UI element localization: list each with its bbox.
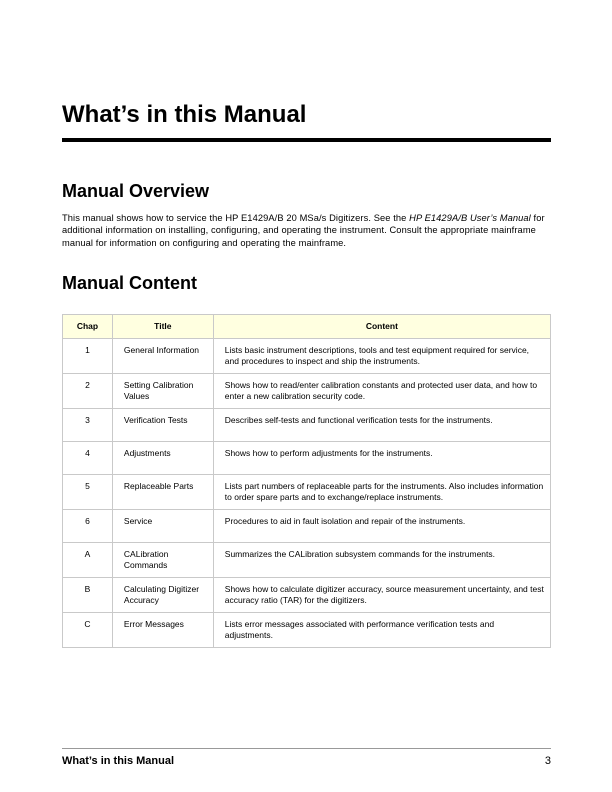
table-row <box>63 543 551 578</box>
overview-heading: Manual Overview <box>62 181 210 201</box>
title-rule <box>62 138 551 142</box>
chap-cell: C <box>63 613 113 648</box>
content-cell: Procedures to aid in fault isolation and repair of the instruments. <box>213 510 550 543</box>
footer-title: What’s in this Manual <box>62 755 175 767</box>
table-row <box>63 409 551 442</box>
title-cell: Adjustments <box>112 442 213 475</box>
table-row <box>63 442 551 475</box>
content-cell: Shows how to perform adjustments for the instruments. <box>213 442 550 475</box>
title-cell: CALibration Commands <box>112 543 213 578</box>
content-heading: Manual Content <box>62 273 197 293</box>
title-cell: Error Messages <box>112 613 213 648</box>
chap-cell: 4 <box>63 442 113 475</box>
chap-cell: 5 <box>63 475 113 510</box>
user-manual-reference: HP E1429A/B User’s Manual <box>409 213 531 223</box>
title-cell: Setting Calibration Values <box>112 374 213 409</box>
chap-cell: 1 <box>63 339 113 374</box>
table-row <box>63 613 551 648</box>
title-cell: Verification Tests <box>112 409 213 442</box>
page-title: What’s in this Manual <box>62 101 307 128</box>
content-cell: Summarizes the CALibration subsystem commands for the instruments. <box>213 543 550 578</box>
title-cell: Calculating Digitizer Accuracy <box>112 578 213 613</box>
overview-paragraph <box>62 212 550 249</box>
chap-cell: 2 <box>63 374 113 409</box>
table-row <box>63 339 551 374</box>
table-row <box>63 475 551 510</box>
column-header-chap: Chap <box>63 315 113 339</box>
chap-cell: 3 <box>63 409 113 442</box>
page-number: 3 <box>544 755 551 767</box>
footer-rule <box>62 748 551 749</box>
table-row <box>63 578 551 613</box>
content-cell: Lists basic instrument descriptions, tools and test equipment required for service, and procedures to inspect and ship the instruments. <box>213 339 550 374</box>
content-cell: Describes self-tests and functional verification tests for the instruments. <box>213 409 550 442</box>
column-header-title: Title <box>112 315 213 339</box>
content-cell: Lists part numbers of replaceable parts for the instruments. Also includes information to order spare parts and to exchange/replace instruments. <box>213 475 550 510</box>
table-header-row <box>63 315 551 339</box>
title-cell: Service <box>112 510 213 543</box>
table-row <box>63 374 551 409</box>
chap-cell: A <box>63 543 113 578</box>
chap-cell: 6 <box>63 510 113 543</box>
chap-cell: B <box>63 578 113 613</box>
content-cell: Shows how to calculate digitizer accuracy, source measurement uncertainty, and test accuracy ratio (TAR) for the digitizers. <box>213 578 550 613</box>
overview-text-1: This manual shows how to service the HP E1429A/B 20 MSa/s Digitizers. See the <box>62 213 410 223</box>
title-cell: General Information <box>112 339 213 374</box>
content-cell: Lists error messages associated with performance verification tests and adjustments. <box>213 613 550 648</box>
title-cell: Replaceable Parts <box>112 475 213 510</box>
overview-text-2: for additional information on installing, configuring, and operating the instrument. Consult the appropriate mainframe manual for information on configuring and operating the mainframe. <box>62 213 545 248</box>
content-cell: Shows how to read/enter calibration constants and protected user data, and how to enter a new calibration security code. <box>213 374 550 409</box>
column-header-content: Content <box>213 315 550 339</box>
table-row <box>63 510 551 543</box>
manual-content-table <box>62 314 551 648</box>
